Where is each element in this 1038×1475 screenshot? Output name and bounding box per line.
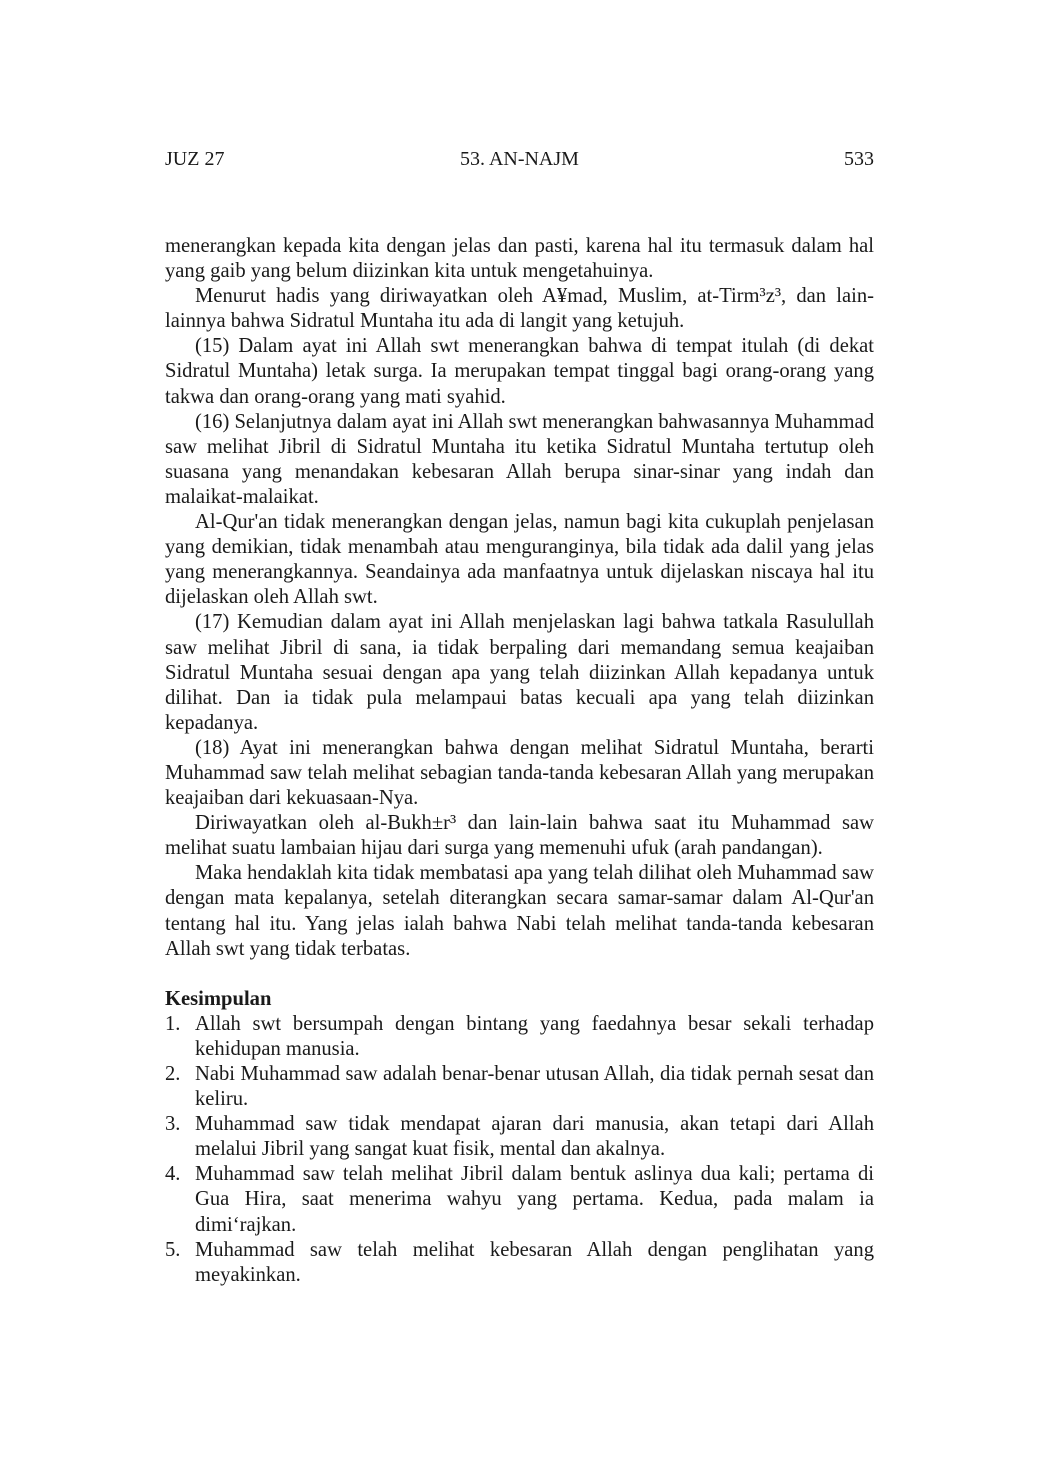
list-item (165, 1062, 874, 1112)
list-item (165, 1238, 874, 1288)
paragraph-verse-16: (16) Selanjutnya dalam ayat ini Allah swt menerangkan bahwasannya Muhammad saw melihat Jibril di Sidratul Muntaha itu ketika Sidratul Muntaha tertutup oleh suasana yang menandakan kebesaran Allah berupa sinar-sinar yang indah dan malaikat-malaikat. (165, 410, 874, 508)
paragraph: Maka hendaklah kita tidak membatasi apa yang telah dilihat oleh Muhammad saw dengan mata kepalanya, setelah diterangkan secara samar-samar dalam Al-Qur'an tentang hal itu. Yang jelas ialah bahwa Nabi telah melihat tanda-tanda kebesaran Allah swt yang tidak terbatas. (165, 862, 874, 960)
conclusion-section (165, 987, 874, 1288)
conclusion-list (165, 1012, 874, 1288)
page-number: 533 (844, 148, 874, 170)
conclusion-heading: Kesimpulan (165, 987, 272, 1010)
list-item-text: Muhammad saw telah melihat Jibril dalam bentuk aslinya dua kali; pertama di Gua Hira, saat menerima wahyu yang pertama. Kedua, pada malam ia dimi‘rajkan. (195, 1163, 874, 1236)
list-item-text: Allah swt bersumpah dengan bintang yang faedahnya besar sekali terhadap kehidupan manusia. (195, 1012, 874, 1060)
list-item (165, 1162, 874, 1237)
list-item-text: Nabi Muhammad saw adalah benar-benar utusan Allah, dia tidak pernah sesat dan keliru. (195, 1063, 874, 1111)
body-text (165, 234, 874, 1288)
list-item-number: 2. (165, 1063, 181, 1085)
paragraph-verse-17: (17) Kemudian dalam ayat ini Allah menjelaskan lagi bahwa tatkala Rasulullah saw melihat Jibril di sana, ia tidak berpaling dari memandang semua keajaiban Sidratul Muntaha sesuai dengan apa yang telah diizinkan Allah kepadanya untuk dilihat. Dan ia tidak pula melampaui batas kecuali apa yang telah diizinkan kepadanya. (165, 611, 874, 734)
paragraph: Al-Qur'an tidak menerangkan dengan jelas, namun bagi kita cukuplah penjelasan yang demikian, tidak menambah atau menguranginya, bila tidak ada dalil yang jelas yang menerangkannya. Seandainya ada manfaatnya untuk dijelaskan niscaya hal itu dijelaskan oleh Allah swt. (165, 511, 874, 609)
paragraph: Menurut hadis yang diriwayatkan oleh A¥mad, Muslim, at-Tirm³z³, dan lain-lainnya bahwa Sidratul Muntaha itu ada di langit yang ketujuh. (165, 285, 874, 333)
list-item (165, 1012, 874, 1062)
list-item-number: 3. (165, 1113, 181, 1136)
running-header (165, 146, 874, 172)
list-item-number: 5. (165, 1238, 181, 1261)
list-item-number: 1. (165, 1012, 181, 1035)
surah-title: 53. AN-NAJM (460, 148, 579, 170)
list-item-number: 4. (165, 1163, 181, 1186)
list-item-text: Muhammad saw tidak mendapat ajaran dari manusia, akan tetapi dari Allah melalui Jibril yang sangat kuat fisik, mental dan akalnya. (195, 1113, 874, 1161)
juz-label: JUZ 27 (165, 148, 225, 170)
paragraph-verse-15: (15) Dalam ayat ini Allah swt menerangkan bahwa di tempat itulah (di dekat Sidratul Muntaha) letak surga. Ia merupakan tempat tinggal bagi orang-orang yang takwa dan orang-orang yang mati syahid. (165, 335, 874, 408)
list-item-text: Muhammad saw telah melihat kebesaran Allah dengan penglihatan yang meyakinkan. (195, 1238, 874, 1286)
paragraph-verse-18: (18) Ayat ini menerangkan bahwa dengan melihat Sidratul Muntaha, berarti Muhammad saw telah melihat sebagian tanda-tanda kebesaran Allah yang merupakan keajaiban dari kekuasaan-Nya. (165, 736, 874, 810)
paragraph-continuation: menerangkan kepada kita dengan jelas dan pasti, karena hal itu termasuk dalam hal yang gaib yang belum diizinkan kita untuk mengetahuinya. (165, 235, 874, 283)
list-item (165, 1112, 874, 1162)
paragraph: Diriwayatkan oleh al-Bukh±r³ dan lain-lain bahwa saat itu Muhammad saw melihat suatu lambaian hijau dari surga yang memenuhi ufuk (arah pandangan). (165, 812, 874, 860)
